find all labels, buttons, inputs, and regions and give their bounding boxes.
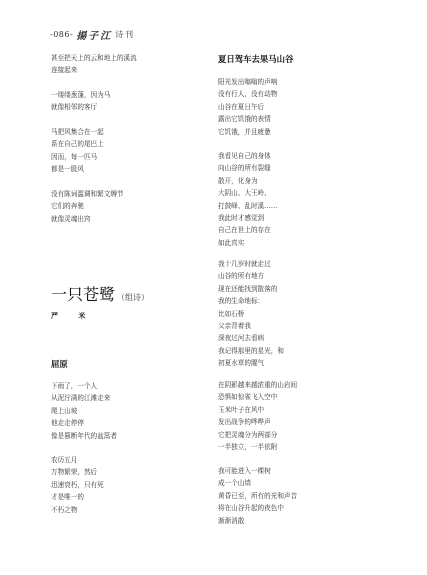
verse-line: 比如石桥 [218, 309, 245, 318]
stanza [51, 454, 201, 516]
stanza [218, 150, 388, 249]
verse-line: 大阴山、大王岭、 [218, 189, 271, 198]
stanza [51, 89, 201, 114]
poem-title-summer-drive: 夏日驾车去果马山谷 [218, 54, 294, 64]
poem-title-quyuan: 屈原 [51, 359, 68, 369]
verse-line: 甚至把天上的云和地上的溪流 [51, 54, 137, 62]
verse-line: 它把灵魂分为两部分 [218, 430, 278, 439]
verse-line: 他走走停停 [51, 419, 84, 428]
verse-line: 我可能进入一棵树 [218, 467, 271, 475]
verse-line: 没有行人，没有动物 [218, 90, 278, 99]
stanza [218, 258, 388, 370]
verse-line: 爬上山坡 [51, 406, 78, 415]
verse-line: 将在山谷升起的夜色中 [218, 504, 284, 513]
stanza [218, 379, 388, 453]
verse-line: 迅速衰朽，只有死 [51, 480, 104, 489]
stanza [218, 465, 388, 527]
magazine-logo: 揚子江 [76, 31, 113, 42]
verse-line: 自己在世上的存在 [218, 226, 271, 235]
verse-line: 现在还能找到散落的 [218, 284, 278, 293]
verse-line: 从泥泞满的江滩走来 [51, 394, 111, 403]
verse-line: 都是一股风 [51, 165, 84, 174]
verse-line: 不朽之物 [51, 505, 78, 514]
verse-line: 连接起来 [51, 66, 78, 75]
verse-line: 我十几岁时就走过 [218, 260, 271, 268]
page-header [50, 27, 135, 42]
verse-line: 一缕缕葱蓬，因为马 [51, 91, 111, 99]
verse-line: 散开，化身为 [218, 176, 258, 185]
verse-line: 初夏水草的腥气 [218, 359, 265, 368]
verse-line: 山谷的所有地方 [218, 272, 265, 281]
page-number: -086- [50, 30, 74, 39]
verse-line: 露出它饥饿的表情 [218, 115, 271, 124]
author-name: 严 米 [51, 311, 95, 320]
verse-line: 向山谷的所有裂缝 [218, 164, 271, 173]
verse-line: 玉米叶子在风中 [218, 405, 265, 414]
verse-line: 它饥饿，并且疲惫 [218, 127, 271, 136]
verse-line: 下雨了，一个人 [51, 382, 98, 390]
verse-line: 山谷在夏日午后 [218, 102, 265, 111]
verse-line: 父亲背着我 [218, 322, 251, 331]
stanza [51, 52, 201, 77]
verse-line: 系在自己的尾巴上 [51, 140, 104, 149]
verse-line: 马把风集合在一起 [51, 128, 104, 136]
verse-line: 它们的奔驰 [51, 202, 84, 211]
verse-line: 就像灵魂出窍 [51, 214, 91, 223]
verse-line: 一半独立，一半依附 [218, 443, 278, 452]
verse-line: 如此真实 [218, 238, 245, 247]
verse-line: 农历五月 [51, 456, 78, 464]
group-title [51, 282, 149, 305]
stanza [218, 76, 388, 138]
verse-line: 渐渐消散 [218, 516, 245, 525]
verse-line: 万物繁荣，然后 [51, 468, 98, 477]
group-title-text: 一只苍鹭 [51, 285, 116, 304]
verse-line: 恐惧如惊雀飞入空中 [218, 393, 278, 402]
verse-line: 才是唯一的 [51, 493, 84, 502]
verse-line: 黄昏已至，所有的光和声音 [218, 491, 298, 500]
verse-line: 深夜过河去看病 [218, 334, 265, 343]
verse-line: 发出战争的哗哗声 [218, 418, 271, 427]
verse-line: 我看见自己的身体 [218, 152, 271, 160]
verse-line: 就像相邻的客厅 [51, 103, 98, 112]
section-label: 诗刊 [115, 30, 136, 39]
verse-line: 因而，每一匹马 [51, 152, 98, 161]
stanza [51, 126, 201, 176]
group-subtitle: （组诗） [117, 293, 150, 302]
verse-line: 打鼓峰、乱时溪…… [218, 201, 278, 210]
verse-line: 阳光发出嗡嗡的声响 [218, 78, 278, 86]
stanza [51, 380, 201, 442]
verse-line: 在阴影越来越浓重的山岩间 [218, 381, 298, 389]
verse-line: 我的生命地标： [218, 297, 265, 306]
verse-line: 我此时才感觉到 [218, 214, 265, 223]
verse-line: 成一个山墙 [218, 479, 251, 488]
verse-line: 像是篡断年代的盆篙者 [51, 431, 117, 440]
verse-line: 没有陈词滥调和繁文缛节 [51, 190, 124, 198]
verse-line: 我记得那里的星光，和 [218, 346, 284, 355]
stanza [51, 188, 201, 225]
